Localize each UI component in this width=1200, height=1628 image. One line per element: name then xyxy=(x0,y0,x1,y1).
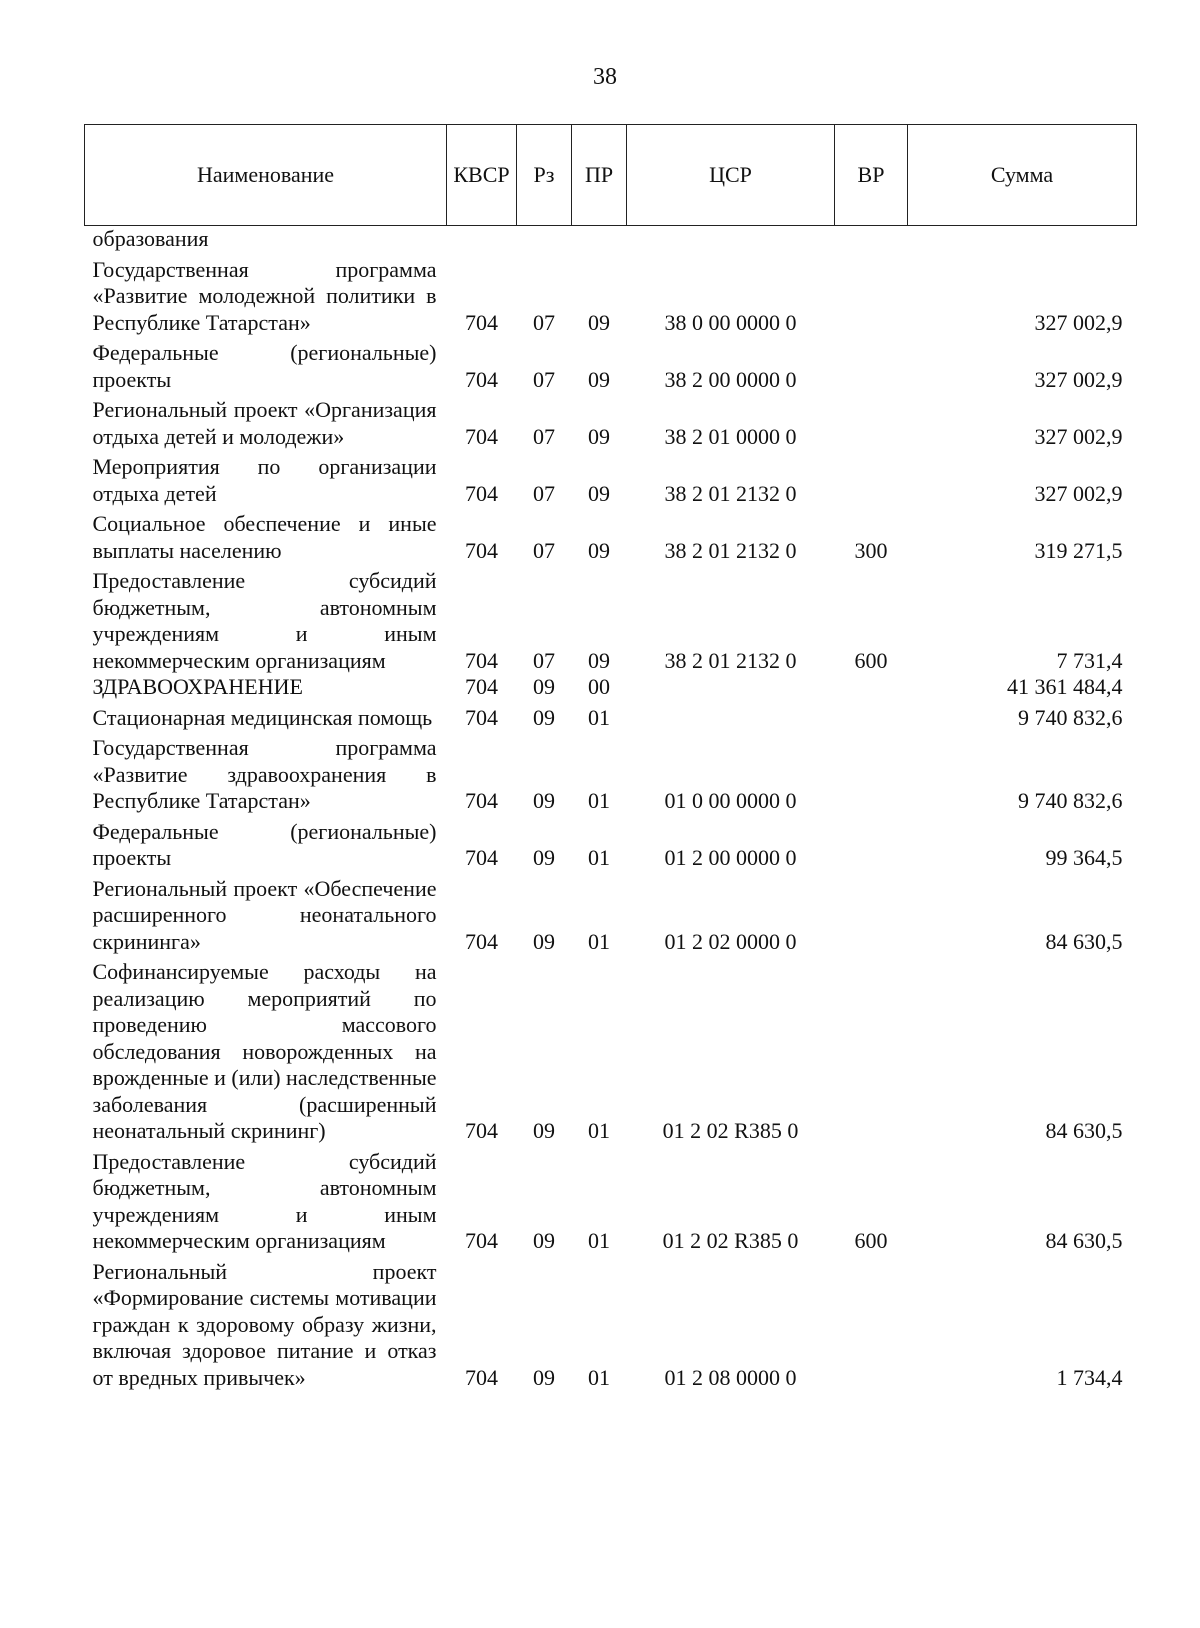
row-kvsr: 704 xyxy=(465,928,498,954)
table-row xyxy=(85,253,1137,337)
row-csr: 01 2 08 0000 0 xyxy=(664,1364,797,1390)
row-sum: 99 364,5 xyxy=(1045,845,1123,870)
row-name: Социальное обеспечение и иные выплаты населению xyxy=(92,511,437,563)
row-pr: 01 xyxy=(588,1118,610,1143)
page-number: 38 xyxy=(593,64,617,90)
table-row xyxy=(85,1255,1137,1392)
row-rz: 09 xyxy=(533,1118,555,1143)
row-vr xyxy=(835,674,908,701)
row-vr xyxy=(835,872,908,956)
row-pr: 09 xyxy=(588,423,610,449)
row-vr xyxy=(835,1255,908,1392)
row-kvsr: 704 xyxy=(465,1364,498,1390)
row-pr xyxy=(572,226,627,253)
table-row xyxy=(85,872,1137,956)
row-rz: 07 xyxy=(533,366,555,392)
row-kvsr: 704 xyxy=(465,674,498,699)
row-kvsr: 704 xyxy=(465,480,498,506)
row-csr: 01 2 02 R385 0 xyxy=(662,1118,799,1143)
header-csr: ЦСР xyxy=(627,125,835,226)
table-row xyxy=(85,701,1137,732)
row-sum: 7 731,4 xyxy=(1056,647,1123,673)
row-name: Софинансируемые расходы на реализацию мероприятий по проведению массового обследования новорожденных на врожденные и (или) наследственные заболевания (расширенный неонатальный скрининг) xyxy=(92,959,437,1143)
row-kvsr: 704 xyxy=(465,647,498,673)
row-csr: 38 0 00 0000 0 xyxy=(664,309,797,335)
row-vr xyxy=(835,815,908,872)
row-pr: 09 xyxy=(588,537,610,563)
row-vr xyxy=(835,955,908,1145)
table-row xyxy=(85,674,1137,701)
row-vr xyxy=(835,336,908,393)
table-row xyxy=(85,564,1137,674)
row-pr: 09 xyxy=(588,366,610,392)
row-rz: 07 xyxy=(533,309,555,335)
row-name: Региональный проект «Формирование системы мотивации граждан к здоровому образу жизни, включая здоровое питание и отказ от вредных привычек» xyxy=(92,1258,437,1390)
row-sum: 84 630,5 xyxy=(1045,928,1123,954)
row-name: Государственная программа «Развитие здравоохранения в Республике Татарстан» xyxy=(92,735,437,813)
table-row xyxy=(85,336,1137,393)
row-sum: 1 734,4 xyxy=(1056,1364,1123,1390)
row-csr: 38 2 01 0000 0 xyxy=(664,423,797,449)
row-sum: 9 740 832,6 xyxy=(1018,788,1123,813)
row-sum: 41 361 484,4 xyxy=(1007,674,1123,699)
row-csr xyxy=(627,226,835,253)
table-body xyxy=(85,226,1137,1392)
table-row xyxy=(85,1145,1137,1255)
row-sum: 9 740 832,6 xyxy=(1018,704,1123,730)
row-vr xyxy=(835,226,908,253)
row-vr: 600 xyxy=(854,1228,888,1253)
table-row xyxy=(85,507,1137,564)
row-name: Региональный проект «Организация отдыха детей и молодежи» xyxy=(92,397,437,449)
row-sum: 327 002,9 xyxy=(1034,309,1123,335)
table-row xyxy=(85,815,1137,872)
row-csr: 01 2 02 R385 0 xyxy=(662,1228,799,1253)
header-rz: Рз xyxy=(517,125,572,226)
table-row xyxy=(85,731,1137,815)
row-rz: 09 xyxy=(533,928,555,954)
row-pr: 01 xyxy=(588,1364,610,1390)
row-csr: 01 0 00 0000 0 xyxy=(664,788,797,813)
row-csr: 01 2 02 0000 0 xyxy=(664,928,797,954)
table-row xyxy=(85,955,1137,1145)
row-rz: 07 xyxy=(533,647,555,673)
row-name: Предоставление субсидий бюджетным, автономным учреждениям и иным некоммерческим организациям xyxy=(92,1148,437,1253)
row-rz: 07 xyxy=(533,480,555,506)
table-row xyxy=(85,393,1137,450)
row-rz: 09 xyxy=(533,704,555,730)
row-rz: 07 xyxy=(533,537,555,563)
row-pr: 09 xyxy=(588,309,610,335)
row-vr: 600 xyxy=(854,647,888,673)
row-sum xyxy=(908,226,1137,253)
row-sum: 84 630,5 xyxy=(1045,1228,1123,1253)
budget-table xyxy=(84,124,1137,1391)
row-sum: 84 630,5 xyxy=(1045,1118,1123,1143)
row-name: ЗДРАВООХРАНЕНИЕ xyxy=(92,674,303,699)
row-pr: 01 xyxy=(588,1228,610,1253)
row-name: Мероприятия по организации отдыха детей xyxy=(92,454,437,506)
row-name: Государственная программа «Развитие молодежной политики в Республике Татарстан» xyxy=(92,256,437,335)
row-name: образования xyxy=(92,226,209,251)
row-csr xyxy=(627,701,835,732)
header-pr: ПР xyxy=(572,125,627,226)
row-pr: 00 xyxy=(588,674,610,699)
row-vr xyxy=(835,450,908,507)
row-kvsr: 704 xyxy=(465,845,498,870)
header-kvsr: КВСР xyxy=(447,125,517,226)
row-rz: 09 xyxy=(533,1228,555,1253)
row-pr: 01 xyxy=(588,928,610,954)
header-name: Наименование xyxy=(85,125,447,226)
row-csr: 38 2 00 0000 0 xyxy=(664,366,797,392)
row-rz: 09 xyxy=(533,674,555,699)
row-name: Федеральные (региональные) проекты xyxy=(92,818,437,870)
row-kvsr: 704 xyxy=(465,1228,498,1253)
row-kvsr: 704 xyxy=(465,423,498,449)
row-csr: 38 2 01 2132 0 xyxy=(664,480,797,506)
row-name: Федеральные (региональные) проекты xyxy=(92,340,437,392)
row-vr xyxy=(835,253,908,337)
row-kvsr: 704 xyxy=(465,309,498,335)
row-sum: 327 002,9 xyxy=(1034,480,1123,506)
row-pr: 01 xyxy=(588,845,610,870)
header-sum: Сумма xyxy=(908,125,1137,226)
row-sum: 327 002,9 xyxy=(1034,423,1123,449)
row-pr: 01 xyxy=(588,788,610,813)
row-kvsr: 704 xyxy=(465,366,498,392)
row-kvsr: 704 xyxy=(465,537,498,563)
row-rz: 09 xyxy=(533,1364,555,1390)
row-vr xyxy=(835,731,908,815)
row-sum: 327 002,9 xyxy=(1034,366,1123,392)
row-csr: 01 2 00 0000 0 xyxy=(664,845,797,870)
table-header xyxy=(85,125,1137,226)
row-vr xyxy=(835,393,908,450)
row-pr: 01 xyxy=(588,704,610,730)
row-name: Стационарная медицинская помощь xyxy=(92,704,433,730)
row-kvsr: 704 xyxy=(465,704,498,730)
row-sum: 319 271,5 xyxy=(1034,537,1123,563)
row-kvsr: 704 xyxy=(465,1118,498,1143)
row-vr xyxy=(835,701,908,732)
row-rz: 09 xyxy=(533,845,555,870)
row-csr: 38 2 01 2132 0 xyxy=(664,647,797,673)
row-rz: 09 xyxy=(533,788,555,813)
row-pr: 09 xyxy=(588,480,610,506)
row-vr: 300 xyxy=(854,537,888,563)
table-row xyxy=(85,450,1137,507)
row-csr xyxy=(627,674,835,701)
row-rz: 07 xyxy=(533,423,555,449)
row-name: Предоставление субсидий бюджетным, автономным учреждениям и иным некоммерческим организациям xyxy=(92,568,437,673)
row-kvsr xyxy=(447,226,517,253)
row-name: Региональный проект «Обеспечение расширенного неонатального скрининга» xyxy=(92,875,437,954)
row-kvsr: 704 xyxy=(465,788,498,813)
row-rz xyxy=(517,226,572,253)
table-row xyxy=(85,226,1137,253)
row-pr: 09 xyxy=(588,647,610,673)
row-csr: 38 2 01 2132 0 xyxy=(664,537,797,563)
header-vr: ВР xyxy=(835,125,908,226)
